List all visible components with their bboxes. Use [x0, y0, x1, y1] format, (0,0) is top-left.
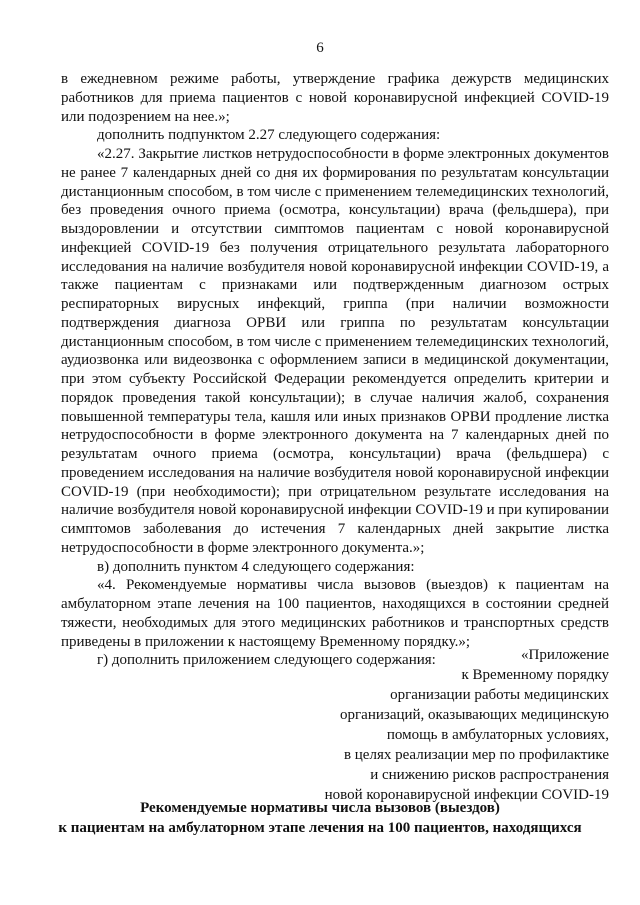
appendix-reference-block — [325, 645, 609, 805]
document-body — [61, 70, 609, 670]
paragraph-amendment-2-27-intro: дополнить подпунктом 2.27 следующего содержания: — [97, 127, 441, 144]
paragraph-continuation: в ежедневном режиме работы, утверждение графика дежурств медицинских работников для приема пациентов с новой коронавирусной инфекцией COVID-19 или подозрением на нее.»; — [61, 71, 609, 125]
paragraph-subclause-2-27: «2.27. Закрытие листков нетрудоспособности в форме электронных документов не ранее 7 календарных дней со дня их формирования по результатам консультации дистанционным способом, в том числе с применением телемедицинских технологий, без проведения очного приема (осмотра, консультации) врача (фельдшера), при выздоровлении и отсутствии симптомов пациентам с новой коронавирусной инфекцией COVID-19 без получения отрицательного результата лабораторного исследования на наличие возбудителя новой коронавирусной инфекции COVID-19, а также пациентам с признаками или подтвержденным диагнозом острых респираторных вирусных инфекций, гриппа (при наличии возможности подтверждения диагноза ОРВИ или гриппа по результатам консультации дистанционным способом, в том числе с применением телемедицинских технологий, аудиозвонка или видеозвонка с оформлением записи в медицинской документации, при этом субъекту Российской Федерации рекомендуется определить критерии и порядок проведения такой консультации); в случае наличия жалоб, сохранения повышенной температуры тела, кашля или иных признаков ОРВИ продление листка нетрудоспособности в форме электронного документа на 7 календарных дней по результатам очного приема (осмотра, консультации) врача (фельдшера) с проведением исследования на наличие возбудителя новой коронавирусной инфекции COVID-19 (при необходимости); при отрицательном результате исследования на наличие возбудителя новой коронавирусной инфекции COVID-19 и при купировании симптомов заболевания до истечения 7 календарных дней закрытие листка нетрудоспособности в форме электронного документа.»; — [61, 146, 609, 556]
paragraph-appendix-intro: г) дополнить приложением следующего содержания: — [97, 652, 436, 669]
heading-line: к пациентам на амбулаторном этапе лечения на 100 пациентов, находящихся — [58, 820, 582, 836]
appendix-line: организации работы медицинских — [390, 687, 609, 703]
appendix-line: «Приложение — [520, 647, 609, 663]
appendix-line: к Временному порядку — [461, 667, 609, 683]
heading-line: Рекомендуемые нормативы числа вызовов (выездов) — [140, 800, 500, 816]
paragraph-amendment-4-intro: в) дополнить пунктом 4 следующего содержания: — [97, 558, 415, 575]
appendix-line: и снижению рисков распространения — [370, 767, 609, 783]
appendix-heading — [0, 798, 640, 838]
appendix-line: помощь в амбулаторных условиях, — [386, 727, 609, 743]
paragraph-clause-4: «4. Рекомендуемые нормативы числа вызовов (выездов) к пациентам на амбулаторном этапе лечения на 100 пациентов, находящихся в состоянии средней тяжести, необходимых для этого медицинских работников и транспортных средств приведены в приложении к настоящему Временному порядку.»; — [61, 577, 609, 650]
appendix-line: в целях реализации мер по профилактике — [343, 747, 609, 763]
appendix-line: организаций, оказывающих медицинскую — [340, 707, 609, 723]
appendix-line: новой коронавирусной инфекции COVID-19 — [324, 787, 609, 803]
page-number: 6 — [316, 40, 324, 56]
